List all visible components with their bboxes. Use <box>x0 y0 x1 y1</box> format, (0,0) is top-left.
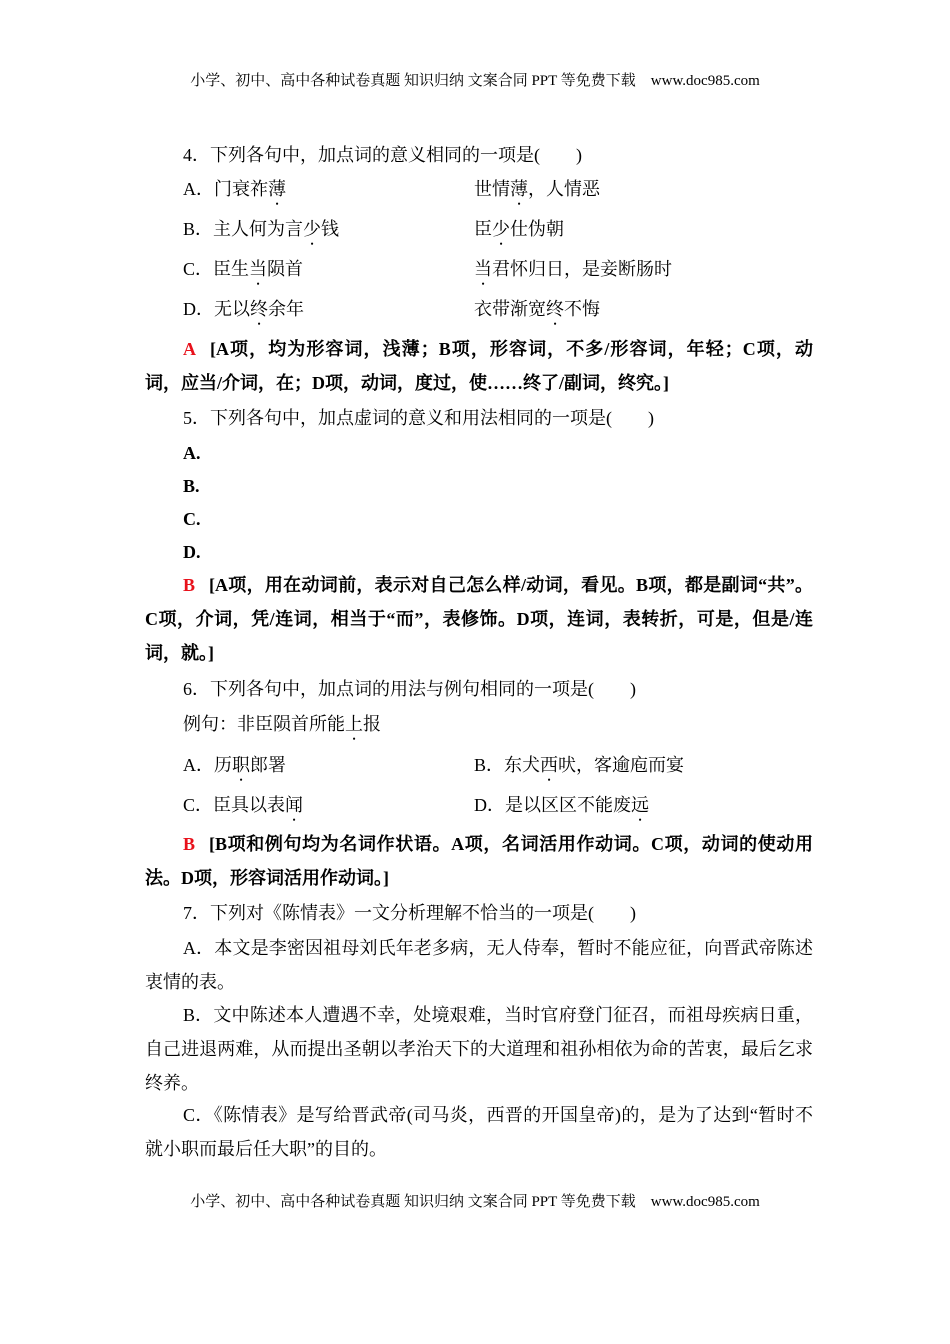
q4-option-b-right: 臣少仕伪朝 <box>474 219 564 239</box>
q6-option-c: C．臣具以表闻 <box>183 795 304 815</box>
q6-option-a: A．历职郎署 <box>183 755 286 775</box>
q4-option-a-right: 世情薄，人情恶 <box>474 179 600 199</box>
q4-option-a-left: A．门衰祚薄 <box>183 179 286 199</box>
answer-letter: B <box>183 834 196 854</box>
q4-option-d-right: 衣带渐宽终不悔 <box>474 299 600 319</box>
page-header: 小学、初中、高中各种试卷真题 知识归纳 文案合同 PPT 等免费下载 www.doc985.com <box>190 73 760 89</box>
q7-option-b: B．文中陈述本人遭遇不幸，处境艰难，当时官府登门征召，而祖母疾病日重，自己进退两难，从而提出圣朝以孝治天下的大道理和祖孙相依为命的苦衷，最后乞求终养。 <box>145 1005 813 1093</box>
q6-option-b: B．东犬西吠，客逾庖而宴 <box>474 755 685 775</box>
answer-letter: A <box>183 339 196 359</box>
q6-example: 例句：非臣陨首所能上报 <box>183 714 381 734</box>
q5-option-b: B. <box>183 476 200 496</box>
q5-stem: 5．下列各句中，加点虚词的意义和用法相同的一项是( ) <box>183 408 654 428</box>
q4-stem: 4．下列各句中，加点词的意义相同的一项是( ) <box>183 145 582 165</box>
page-footer: 小学、初中、高中各种试卷真题 知识归纳 文案合同 PPT 等免费下载 www.doc985.com <box>190 1194 760 1210</box>
q4-option-b-left: B．主人何为言少钱 <box>183 219 340 239</box>
q6-stem: 6．下列各句中，加点词的用法与例句相同的一项是( ) <box>183 679 636 699</box>
q4-answer: A [A项，均为形容词，浅薄；B项，形容词，不多/形容词，年轻；C项，动词，应当/介词，在；D项，动词，度过，使……终了/副词，终究。] <box>145 339 813 393</box>
q4-option-d-left: D．无以终余年 <box>183 299 304 319</box>
q7-option-a: A．本文是李密因祖母刘氏年老多病，无人侍奉，暂时不能应征，向晋武帝陈述衷情的表。 <box>145 938 813 992</box>
q5-answer: B [A项，用在动词前，表示对自己怎么样/动词，看见。B项，都是副词“共”。C项，介词，凭/连词，相当于“而”，表修饰。D项，连词，表转折，可是，但是/连词，就。] <box>145 575 813 663</box>
q5-option-d: D. <box>183 542 201 562</box>
q5-option-a: A. <box>183 443 201 463</box>
q6-option-d: D．是以区区不能废远 <box>474 795 649 815</box>
q5-option-c: C. <box>183 509 201 529</box>
answer-letter: B <box>183 575 196 595</box>
q7-option-c: C．《陈情表》是写给晋武帝(司马炎，西晋的开国皇帝)的，是为了达到“暂时不就小职而最后任大职”的目的。 <box>145 1105 813 1159</box>
q4-option-c-right: 当君怀归日，是妾断肠时 <box>474 259 672 279</box>
q6-answer: B [B项和例句均为名词作状语。A项，名词活用作动词。C项，动词的使动用法。D项，形容词活用作动词。] <box>145 834 813 888</box>
q7-stem: 7．下列对《陈情表》一文分析理解不恰当的一项是( ) <box>183 903 636 923</box>
q4-option-c-left: C．臣生当陨首 <box>183 259 304 279</box>
